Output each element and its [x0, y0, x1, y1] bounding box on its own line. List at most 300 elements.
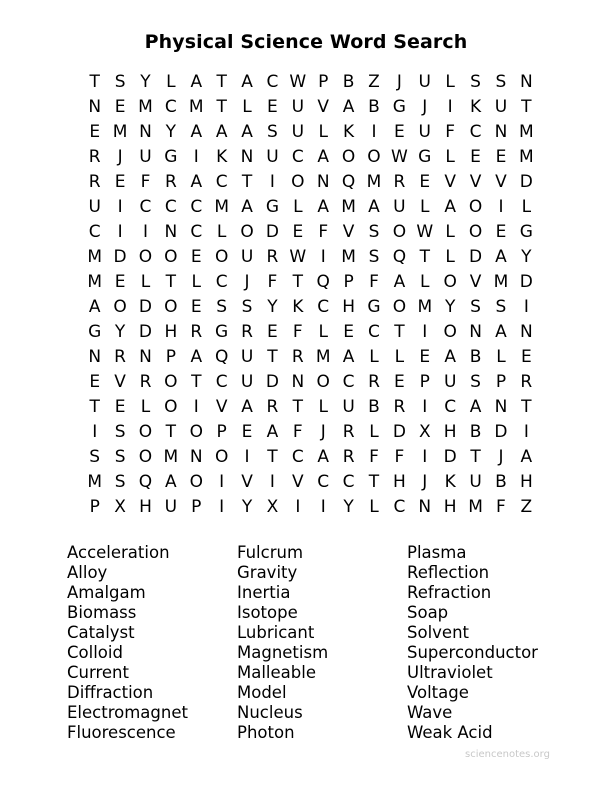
grid-letter: O [367, 147, 381, 167]
grid-letter: A [88, 297, 101, 317]
grid-letter: E [495, 147, 507, 167]
grid-letter: I [269, 172, 275, 192]
grid-letter: A [342, 97, 355, 117]
grid-letter: H [443, 497, 457, 517]
grid-letter: E [114, 397, 126, 417]
word-list-item: Amalgam [67, 583, 146, 602]
grid-letter: P [165, 347, 176, 367]
grid-letter: S [241, 297, 253, 317]
grid-letter: H [519, 472, 533, 492]
grid-letter: E [520, 347, 532, 367]
grid-letter: P [343, 272, 354, 292]
grid-letter: N [469, 322, 482, 342]
grid-letter: M [138, 97, 153, 117]
grid-letter: I [447, 97, 453, 117]
grid-letter: S [368, 247, 380, 267]
word-list-item: Colloid [67, 643, 123, 662]
grid-letter: G [215, 322, 229, 342]
grid-letter: D [469, 247, 483, 267]
grid-letter: J [117, 147, 123, 167]
grid-letter: O [164, 297, 178, 317]
grid-letter: T [267, 347, 278, 367]
word-list-item: Malleable [237, 663, 316, 682]
grid-letter: I [142, 222, 148, 242]
grid-letter: P [89, 497, 100, 517]
grid-letter: F [369, 447, 379, 467]
grid-letter: O [468, 222, 483, 242]
grid-letter: J [422, 472, 428, 492]
grid-letter: U [418, 72, 431, 92]
grid-letter: L [293, 197, 303, 217]
grid-letter: E [89, 372, 101, 392]
grid-letter: M [87, 472, 103, 492]
grid-letter: T [191, 372, 202, 392]
grid-letter: E [267, 97, 278, 117]
grid-letter: D [265, 372, 279, 392]
grid-letter: D [443, 447, 457, 467]
grid-letter: F [445, 122, 456, 142]
grid-letter: E [495, 222, 507, 242]
grid-letter: U [88, 197, 101, 217]
grid-letter: T [470, 447, 481, 467]
grid-letter: F [140, 172, 151, 192]
grid-letter: T [292, 272, 304, 292]
grid-letter: Z [368, 72, 380, 92]
grid-letter: K [444, 472, 456, 492]
grid-letter: V [114, 372, 126, 392]
grid-letter: N [494, 397, 508, 417]
grid-letter: S [470, 372, 481, 392]
grid-letter: P [191, 497, 202, 517]
word-list-item: Alloy [67, 563, 108, 582]
grid-letter: Q [316, 272, 330, 292]
grid-letter: N [88, 97, 102, 117]
grid-letter: G [88, 322, 102, 342]
grid-letter: M [315, 347, 331, 367]
grid-letter: L [216, 222, 227, 242]
grid-letter: M [163, 447, 179, 467]
grid-letter: Q [392, 247, 407, 267]
grid-letter: A [444, 347, 456, 367]
grid-letter: I [219, 497, 225, 517]
grid-letter: S [114, 472, 126, 492]
grid-letter: L [394, 347, 405, 367]
grid-letter: Y [267, 297, 278, 317]
grid-row [82, 395, 539, 420]
grid-letter: F [369, 272, 379, 292]
grid-letter: R [114, 347, 126, 367]
grid-letter: D [519, 172, 533, 192]
grid-letter: C [266, 72, 279, 92]
grid-letter: S [470, 297, 481, 317]
grid-letter: R [139, 372, 152, 392]
grid-letter: C [444, 397, 457, 417]
word-list-item: Superconductor [407, 643, 538, 662]
grid-letter: D [138, 322, 153, 342]
grid-letter: I [523, 422, 529, 442]
grid-letter: L [140, 272, 151, 292]
grid-letter: A [190, 122, 203, 142]
grid-letter: L [420, 272, 430, 292]
grid-letter: C [190, 222, 203, 242]
grid-letter: N [88, 347, 102, 367]
grid-letter: O [443, 322, 457, 342]
grid-letter: T [165, 422, 177, 442]
grid-letter: T [419, 247, 430, 267]
grid-letter: W [289, 247, 307, 267]
grid-letter: E [241, 422, 253, 442]
grid-letter: T [521, 397, 532, 417]
grid-letter: E [419, 172, 431, 192]
grid-letter: S [114, 422, 126, 442]
grid-letter: B [368, 397, 380, 417]
grid-letter: E [419, 347, 431, 367]
grid-letter: L [420, 197, 430, 217]
word-list-item: Model [237, 683, 287, 702]
grid-letter: M [188, 97, 204, 117]
grid-letter: O [138, 422, 153, 442]
grid-letter: L [369, 422, 379, 442]
grid-letter: I [422, 447, 428, 467]
grid-letter: J [498, 447, 504, 467]
grid-letter: C [291, 447, 304, 467]
word-list-column-1 [67, 543, 237, 743]
website-credit: sciencenotes.org [465, 749, 550, 760]
grid-letter: I [371, 122, 377, 142]
word-list-item: Current [67, 663, 129, 682]
grid-letter: O [138, 247, 153, 267]
grid-letter: E [394, 122, 405, 142]
grid-letter: O [214, 247, 229, 267]
grid-letter: A [368, 197, 380, 217]
grid-letter: C [215, 172, 228, 192]
grid-letter: D [265, 222, 279, 242]
grid-row [82, 70, 539, 95]
grid-letter: E [292, 222, 304, 242]
word-list-item: Magnetism [237, 643, 329, 662]
grid-letter: U [469, 472, 482, 492]
grid-letter: J [244, 272, 250, 292]
page-title: Physical Science Word Search [144, 31, 468, 53]
grid-letter: A [495, 247, 507, 267]
grid-letter: A [317, 147, 330, 167]
grid-letter: J [422, 97, 428, 117]
grid-letter: K [292, 297, 304, 317]
grid-letter: O [341, 147, 356, 167]
grid-letter: H [342, 297, 355, 317]
word-list-item: Ultraviolet [407, 663, 493, 682]
grid-letter: A [241, 72, 253, 92]
grid-letter: N [418, 497, 432, 517]
grid-letter: G [418, 147, 432, 167]
grid-letter: Z [520, 497, 533, 517]
grid-letter: U [443, 372, 457, 392]
grid-letter: I [498, 197, 504, 217]
grid-letter: M [493, 272, 509, 292]
grid-letter: B [469, 347, 482, 367]
grid-letter: Y [114, 322, 126, 342]
grid-letter: M [468, 497, 483, 517]
grid-letter: W [390, 147, 408, 167]
grid-letter: U [139, 147, 152, 167]
grid-letter: P [419, 372, 430, 392]
grid-row [82, 470, 539, 495]
grid-letter: L [445, 222, 455, 242]
grid-letter: T [89, 72, 100, 92]
grid-letter: T [165, 272, 177, 292]
grid-letter: A [393, 272, 406, 292]
grid-letter: M [417, 297, 433, 317]
grid-letter: L [445, 247, 455, 267]
grid-letter: T [394, 322, 405, 342]
grid-row [82, 445, 539, 470]
grid-row [82, 95, 539, 120]
grid-letter: O [189, 422, 203, 442]
word-list-item: Lubricant [237, 623, 315, 642]
grid-letter: C [139, 197, 152, 217]
word-list-item: Voltage [407, 683, 469, 702]
word-list-item: Diffraction [67, 683, 154, 702]
grid-row [82, 170, 539, 195]
grid-letter: N [519, 322, 533, 342]
grid-letter: M [519, 122, 534, 142]
grid-letter: O [164, 372, 178, 392]
grid-letter: E [190, 247, 202, 267]
grid-letter: Q [138, 472, 153, 492]
grid-letter: R [164, 172, 177, 192]
grid-letter: Y [444, 297, 456, 317]
grid-letter: O [316, 372, 330, 392]
grid-letter: O [138, 447, 153, 467]
grid-letter: L [521, 197, 532, 217]
grid-letter: I [320, 247, 326, 267]
grid-letter: T [89, 397, 100, 417]
grid-letter: O [214, 447, 229, 467]
grid-letter: R [520, 372, 533, 392]
grid-letter: U [240, 247, 254, 267]
word-list-item: Reflection [407, 563, 490, 582]
grid-letter: O [392, 297, 407, 317]
grid-letter: U [418, 122, 431, 142]
grid-letter: R [88, 147, 101, 167]
grid-letter: E [343, 322, 354, 342]
grid-letter: M [87, 247, 103, 267]
grid-letter: A [241, 122, 253, 142]
grid-letter: Y [521, 247, 532, 267]
grid-letter: A [241, 197, 253, 217]
grid-letter: C [469, 122, 482, 142]
grid-letter: E [114, 172, 126, 192]
grid-row [82, 245, 539, 270]
grid-letter: V [292, 472, 304, 492]
word-list [67, 543, 577, 743]
grid-letter: E [114, 272, 126, 292]
grid-letter: O [189, 472, 203, 492]
grid-letter: V [495, 172, 507, 192]
grid-row [82, 420, 539, 445]
grid-letter: A [165, 472, 177, 492]
grid-letter: C [393, 497, 406, 517]
grid-letter: D [113, 247, 127, 267]
grid-letter: I [269, 472, 275, 492]
grid-row [82, 320, 539, 345]
word-list-item: Isotope [237, 603, 298, 622]
grid-letter: M [366, 172, 382, 192]
grid-letter: I [193, 397, 199, 417]
grid-letter: C [317, 472, 330, 492]
grid-letter: O [468, 197, 483, 217]
grid-letter: I [320, 497, 326, 517]
grid-letter: S [495, 72, 507, 92]
word-list-item: Wave [407, 703, 453, 722]
grid-letter: F [496, 497, 506, 517]
grid-letter: O [291, 172, 305, 192]
grid-letter: C [215, 272, 228, 292]
grid-letter: L [242, 97, 252, 117]
word-list-item: Acceleration [67, 543, 170, 562]
grid-letter: A [317, 447, 330, 467]
grid-letter: V [215, 397, 228, 417]
grid-letter: P [495, 372, 507, 392]
grid-letter: L [318, 122, 328, 142]
grid-letter: C [291, 147, 304, 167]
grid-letter: B [342, 72, 355, 92]
grid-letter: S [267, 122, 278, 142]
grid-letter: M [341, 247, 356, 267]
grid-row [82, 295, 539, 320]
grid-letter: N [494, 122, 508, 142]
grid-letter: C [368, 322, 380, 342]
grid-letter: S [89, 447, 101, 467]
word-list-item: Catalyst [67, 623, 135, 642]
grid-letter: H [139, 497, 152, 517]
grid-letter: S [495, 297, 507, 317]
grid-letter: G [519, 222, 533, 242]
grid-row [82, 120, 539, 145]
grid-letter: L [369, 497, 379, 517]
grid-letter: C [317, 297, 330, 317]
grid-letter: E [114, 97, 126, 117]
grid-letter: O [392, 222, 407, 242]
grid-letter: C [164, 97, 177, 117]
grid-letter: R [266, 397, 279, 417]
grid-letter: B [469, 422, 482, 442]
grid-letter: R [342, 447, 355, 467]
grid-letter: A [520, 447, 533, 467]
grid-letter: T [521, 97, 532, 117]
grid-letter: T [368, 472, 380, 492]
grid-letter: A [190, 72, 203, 92]
grid-letter: T [267, 447, 278, 467]
grid-row [82, 370, 539, 395]
grid-letter: N [240, 147, 254, 167]
grid-letter: M [341, 197, 356, 217]
grid-letter: V [317, 97, 330, 117]
word-list-item: Fulcrum [237, 543, 304, 562]
word-list-item: Soap [407, 603, 449, 622]
grid-letter: C [164, 197, 177, 217]
grid-letter: A [190, 172, 203, 192]
grid-letter: M [112, 122, 128, 142]
grid-letter: V [342, 222, 355, 242]
grid-letter: W [289, 72, 307, 92]
grid-letter: U [494, 97, 508, 117]
grid-letter: S [216, 297, 228, 317]
grid-letter: C [88, 222, 101, 242]
grid-letter: O [164, 397, 178, 417]
grid-letter: F [318, 222, 329, 242]
word-list-item: Plasma [407, 543, 467, 562]
word-list-column-3 [407, 543, 577, 743]
grid-letter: R [190, 322, 203, 342]
grid-letter: M [87, 272, 103, 292]
grid-letter: N [164, 222, 178, 242]
grid-letter: R [88, 172, 101, 192]
grid-letter: D [494, 422, 508, 442]
grid-letter: X [114, 497, 126, 517]
word-list-item: Gravity [237, 563, 298, 582]
grid-letter: K [343, 122, 355, 142]
grid-letter: G [164, 147, 178, 167]
grid-row [82, 145, 539, 170]
grid-letter: R [241, 322, 253, 342]
grid-letter: R [266, 247, 279, 267]
grid-letter: L [445, 147, 455, 167]
grid-row [82, 495, 539, 520]
grid-letter: O [113, 297, 127, 317]
grid-letter: S [368, 222, 380, 242]
grid-letter: M [519, 147, 534, 167]
grid-letter: I [117, 197, 123, 217]
grid-row [82, 345, 539, 370]
grid-letter: O [164, 247, 178, 267]
word-list-item: Refraction [407, 583, 492, 602]
grid-letter: I [117, 222, 123, 242]
grid-letter: E [394, 372, 405, 392]
grid-letter: K [469, 97, 482, 117]
grid-letter: B [495, 472, 507, 492]
grid-letter: U [393, 197, 406, 217]
grid-letter: A [495, 322, 507, 342]
grid-letter: X [418, 422, 431, 442]
grid-letter: O [443, 272, 457, 292]
grid-letter: A [469, 397, 482, 417]
grid-letter: C [190, 197, 203, 217]
grid-letter: L [369, 347, 379, 367]
grid-letter: I [244, 447, 250, 467]
grid-letter: D [519, 272, 533, 292]
grid-letter: N [519, 72, 533, 92]
grid-letter: L [191, 272, 201, 292]
grid-letter: B [368, 97, 380, 117]
grid-letter: L [140, 397, 151, 417]
grid-letter: Q [341, 172, 356, 192]
letter-grid [82, 70, 539, 520]
grid-letter: A [190, 347, 203, 367]
grid-letter: E [190, 297, 202, 317]
grid-letter: A [444, 197, 456, 217]
grid-letter: U [240, 372, 254, 392]
grid-letter: F [292, 422, 303, 442]
grid-letter: U [164, 497, 178, 517]
grid-letter: V [469, 272, 482, 292]
word-list-item: Weak Acid [407, 723, 493, 742]
grid-letter: Y [343, 497, 354, 517]
grid-letter: K [216, 147, 228, 167]
grid-letter: I [219, 472, 225, 492]
grid-letter: P [318, 72, 329, 92]
grid-letter: I [295, 497, 301, 517]
